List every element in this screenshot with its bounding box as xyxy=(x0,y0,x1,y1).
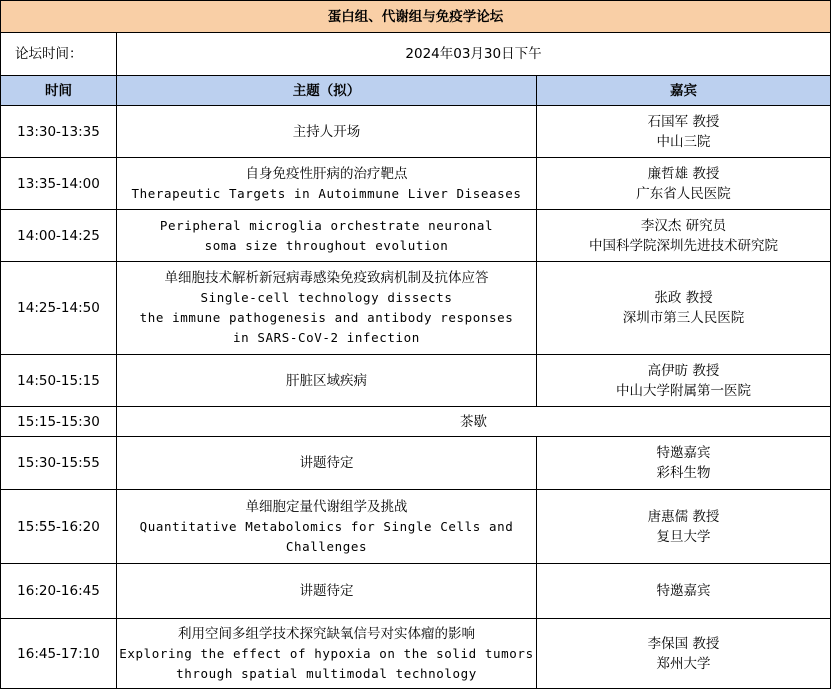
agenda-row xyxy=(1,437,831,490)
guest-cell xyxy=(537,619,831,689)
guest-cell xyxy=(537,262,831,355)
header-time: 时间 xyxy=(1,76,117,106)
time-cell: 15:15-15:30 xyxy=(1,407,117,437)
topic-line: 利用空间多组学技术探究缺氧信号对实体瘤的影响 xyxy=(178,625,475,642)
topic-cell xyxy=(117,210,537,262)
topic-line: Exploring the effect of hypoxia on the solid tumors xyxy=(119,645,534,661)
agenda-row xyxy=(1,262,831,355)
topic-line: 自身免疫性肝病的治疗靶点 xyxy=(245,165,408,182)
topic-line: Peripheral microglia orchestrate neuronal xyxy=(159,217,494,233)
header-topic: 主题（拟） xyxy=(117,76,537,106)
topic-line: 讲题待定 xyxy=(299,583,354,599)
time-cell: 16:20-16:45 xyxy=(1,564,117,619)
break-cell: 茶歇 xyxy=(117,407,831,437)
time-cell: 16:45-17:10 xyxy=(1,619,117,689)
guest-cell xyxy=(537,490,831,564)
time-cell: 14:25-14:50 xyxy=(1,262,117,355)
agenda-row xyxy=(1,210,831,262)
guest-affiliation: 郑州大学 xyxy=(656,655,711,672)
agenda-row xyxy=(1,564,831,619)
date-label: 论坛时间： xyxy=(1,33,117,76)
topic-line: 肝脏区域疾病 xyxy=(286,372,367,389)
time-cell: 14:50-15:15 xyxy=(1,355,117,407)
guest-name: 特邀嘉宾 xyxy=(656,445,711,461)
topic-line: 主持人开场 xyxy=(292,123,361,140)
time-cell: 15:55-16:20 xyxy=(1,490,117,564)
date-value: 2024年03月30日下午 xyxy=(117,33,831,76)
agenda-row xyxy=(1,619,831,689)
guest-cell xyxy=(537,106,831,158)
topic-cell xyxy=(117,355,537,407)
date-row xyxy=(1,33,831,76)
topic-line: through spatial multimodal technology xyxy=(176,665,477,681)
time-cell: 13:35-14:00 xyxy=(1,158,117,210)
guest-affiliation: 彩科生物 xyxy=(656,465,711,481)
header-guest: 嘉宾 xyxy=(537,76,831,106)
topic-cell xyxy=(117,262,537,355)
topic-line: Therapeutic Targets in Autoimmune Liver Diseases xyxy=(131,185,522,201)
topic-cell xyxy=(117,106,537,158)
header-row xyxy=(1,76,831,106)
topic-line: 单细胞定量代谢组学及挑战 xyxy=(245,498,408,515)
topic-line: in SARS-CoV-2 infection xyxy=(233,330,420,345)
topic-cell xyxy=(117,619,537,689)
guest-name: 高伊昉 教授 xyxy=(647,362,720,379)
agenda-row xyxy=(1,158,831,210)
guest-name: 石国军 教授 xyxy=(647,113,720,130)
guest-name: 张政 教授 xyxy=(654,290,713,306)
guest-cell xyxy=(537,564,831,619)
topic-line: Challenges xyxy=(285,538,368,554)
guest-name: 李汉杰 研究员 xyxy=(640,217,727,234)
guest-name: 李保国 教授 xyxy=(647,635,720,652)
agenda-row xyxy=(1,106,831,158)
topic-line: 单细胞技术解析新冠病毒感染免疫致病机制及抗体应答 xyxy=(164,270,489,286)
guest-cell xyxy=(537,437,831,490)
title-row xyxy=(1,1,831,33)
topic-cell xyxy=(117,158,537,210)
time-cell: 13:30-13:35 xyxy=(1,106,117,158)
guest-cell xyxy=(537,158,831,210)
guest-affiliation: 中山大学附属第一医院 xyxy=(616,382,751,399)
guest-affiliation: 广东省人民医院 xyxy=(636,185,731,202)
guest-cell xyxy=(537,355,831,407)
guest-cell xyxy=(537,210,831,262)
guest-affiliation: 深圳市第三人民医院 xyxy=(622,310,745,326)
time-cell: 14:00-14:25 xyxy=(1,210,117,262)
guest-affiliation: 复旦大学 xyxy=(656,528,711,545)
time-cell: 15:30-15:55 xyxy=(1,437,117,490)
guest-name: 廉哲雄 教授 xyxy=(647,165,720,182)
topic-line: soma size throughout evolution xyxy=(204,237,449,253)
topic-line: 讲题待定 xyxy=(299,455,354,471)
guest-affiliation: 中国科学院深圳先进技术研究院 xyxy=(589,237,778,254)
forum-title: 蛋白组、代谢组与免疫学论坛 xyxy=(1,1,831,33)
guest-name: 唐惠儒 教授 xyxy=(647,508,720,525)
agenda-body xyxy=(1,1,831,689)
topic-cell xyxy=(117,437,537,490)
agenda-row xyxy=(1,490,831,564)
topic-cell xyxy=(117,564,537,619)
guest-name: 特邀嘉宾 xyxy=(656,583,711,599)
agenda-row xyxy=(1,407,831,437)
topic-line: Single-cell technology dissects xyxy=(200,290,453,305)
topic-cell xyxy=(117,490,537,564)
topic-line: the immune pathogenesis and antibody responses xyxy=(139,310,514,325)
agenda-row xyxy=(1,355,831,407)
guest-affiliation: 中山三院 xyxy=(656,133,711,150)
topic-line: Quantitative Metabolomics for Single Cells and xyxy=(139,518,514,534)
